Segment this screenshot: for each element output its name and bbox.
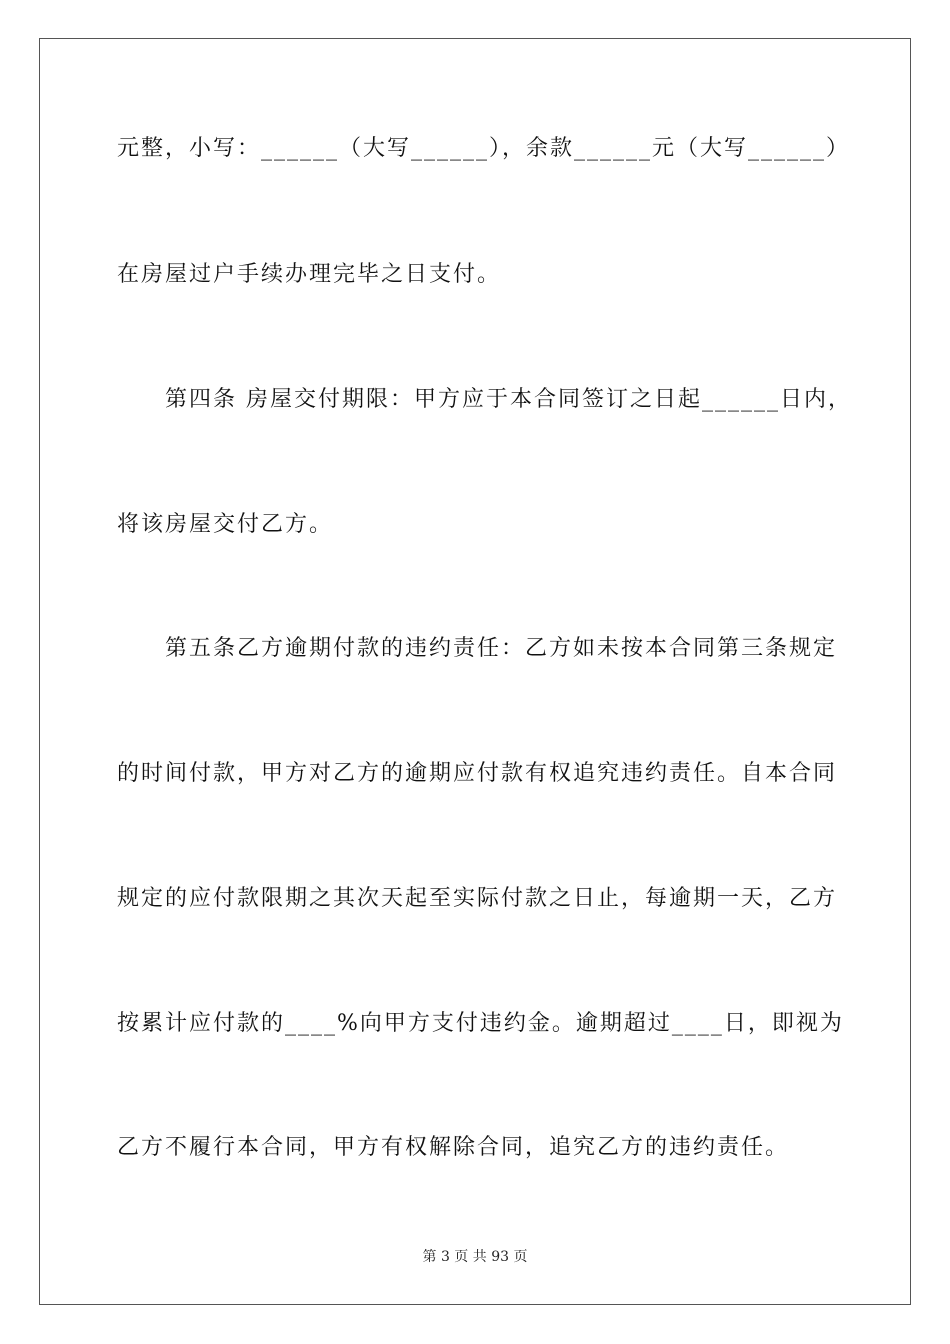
paragraph-line-payment-amounts: 元整，小写：______（大写______），余款______元（大写______）	[117, 136, 851, 161]
article-five-line-4: 按累计应付款的____%向甲方支付违约金。逾期超过____日，即视为	[117, 1011, 844, 1036]
article-five-line-5: 乙方不履行本合同，甲方有权解除合同，追究乙方的违约责任。	[117, 1135, 790, 1160]
page-border	[39, 38, 911, 1305]
article-four-heading-line: 第四条 房屋交付期限：甲方应于本合同签订之日起______日内，	[165, 387, 852, 412]
page-number-footer: 第 3 页 共 93 页	[422, 1249, 528, 1265]
paragraph-line-payment-timing: 在房屋过户手续办理完毕之日支付。	[117, 262, 502, 287]
article-five-line-3: 规定的应付款限期之其次天起至实际付款之日止，每逾期一天，乙方	[117, 886, 838, 911]
article-five-line-2: 的时间付款，甲方对乙方的逾期应付款有权追究违约责任。自本合同	[117, 761, 838, 786]
article-four-continuation-line: 将该房屋交付乙方。	[117, 512, 334, 537]
article-five-heading-line: 第五条乙方逾期付款的违约责任：乙方如未按本合同第三条规定	[165, 636, 838, 661]
